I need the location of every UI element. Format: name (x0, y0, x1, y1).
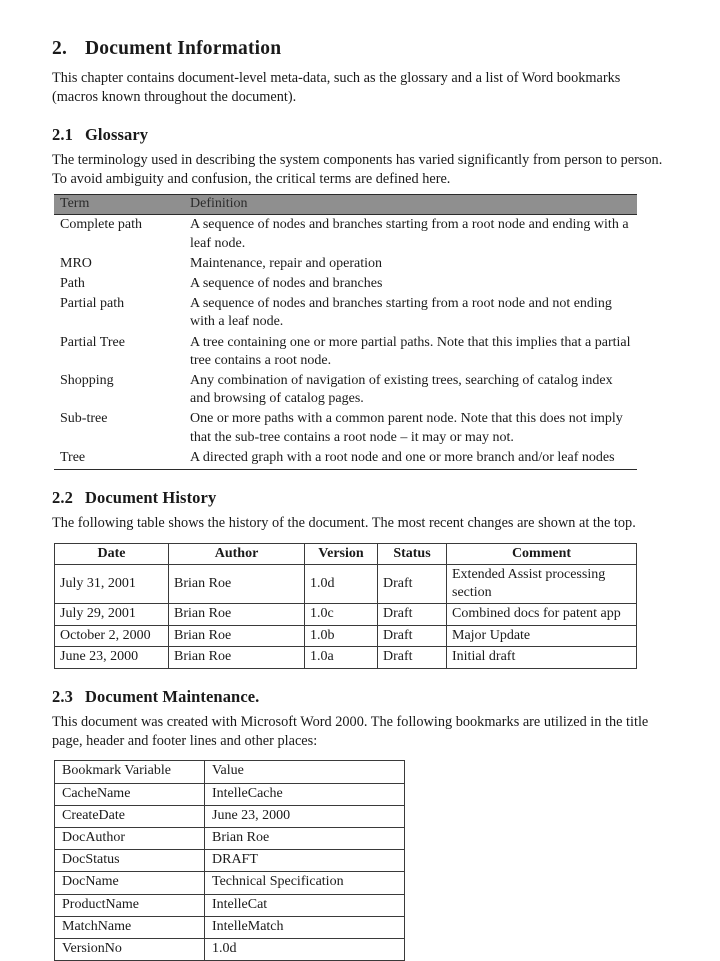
section-title-maintenance: Document Maintenance. (85, 686, 260, 706)
section-heading-glossary (52, 125, 666, 145)
bookmark-value: 1.0d (205, 938, 405, 960)
table-row (55, 938, 405, 960)
bookmark-variable: DocName (55, 872, 205, 894)
bookmark-variable: ProductName (55, 894, 205, 916)
history-header-author: Author (169, 543, 305, 565)
history-status: Draft (378, 604, 447, 626)
table-row (55, 805, 405, 827)
glossary-term: Partial path (60, 296, 125, 312)
table-row (55, 894, 405, 916)
table-row (54, 215, 637, 254)
table-row (55, 872, 405, 894)
glossary-definition: A sequence of nodes and branches starting from a root node and not ending with a leaf node. (190, 296, 612, 330)
bookmark-value: IntelleCache (205, 783, 405, 805)
table-row (55, 783, 405, 805)
glossary-definition: One or more paths with a common parent node. Note that this does not imply that the sub-tree contains a root node – it may or may not. (190, 411, 623, 445)
history-comment: Major Update (447, 625, 637, 647)
history-intro-paragraph: The following table shows the history of the document. The most recent changes are shown at the top. (52, 514, 636, 531)
section-title-glossary: Glossary (85, 124, 149, 144)
section-number-history: 2.2 (52, 487, 73, 507)
bookmark-value: June 23, 2000 (205, 805, 405, 827)
glossary-header-definition: Definition (184, 195, 637, 215)
chapter-number: 2. (52, 38, 68, 59)
glossary-header-term: Term (54, 195, 184, 215)
history-table-header (55, 543, 637, 565)
table-row (55, 850, 405, 872)
document-content (52, 38, 666, 961)
history-date: July 29, 2001 (55, 604, 169, 626)
glossary-definition: Any combination of navigation of existing trees, searching of catalog index and browsing of catalog pages. (190, 372, 613, 407)
glossary-definition: A sequence of nodes and branches starting from a root node and ending with a leaf node. (190, 217, 629, 251)
history-header-version: Version (305, 543, 378, 565)
glossary-term: MRO (60, 255, 92, 271)
history-author: Brian Roe (169, 604, 305, 626)
table-row (55, 828, 405, 850)
glossary-term: Complete path (60, 217, 143, 233)
table-row (55, 916, 405, 938)
table-row (55, 647, 637, 669)
chapter-intro-paragraph: This chapter contains document-level meta-data, such as the glossary and a list of Word bookmarks (macros known throughout the document). (52, 70, 621, 105)
table-row (55, 625, 637, 647)
history-comment: Combined docs for patent app (447, 604, 637, 626)
history-header-date: Date (55, 543, 169, 565)
glossary-term: Shopping (60, 372, 114, 388)
history-status: Draft (378, 565, 447, 604)
table-row (55, 565, 637, 604)
bookmarks-header-value: Value (205, 761, 405, 783)
glossary-intro-paragraph: The terminology used in describing the system components has varied significantly from person to person. To avoid ambiguity and confusion, the critical terms are defined here. (52, 151, 663, 187)
glossary-term: Path (60, 276, 85, 291)
bookmark-value: Brian Roe (205, 828, 405, 850)
glossary-term: Partial Tree (60, 334, 125, 350)
bookmark-variable: DocStatus (55, 850, 205, 872)
history-version: 1.0c (305, 604, 378, 626)
bookmarks-table-body (55, 783, 405, 961)
bookmark-variable: MatchName (55, 916, 205, 938)
section-number-maintenance: 2.3 (52, 686, 73, 706)
history-header-status: Status (378, 543, 447, 565)
history-version: 1.0b (305, 625, 378, 647)
section-title-history: Document History (85, 487, 217, 507)
glossary-definition: A directed graph with a root node and one or more branch and/or leaf nodes (184, 448, 637, 470)
bookmark-value: Technical Specification (205, 872, 405, 894)
bookmarks-table (54, 760, 405, 961)
history-comment: Extended Assist processing section (447, 565, 637, 604)
table-header-row (54, 195, 637, 215)
section-heading-history (52, 488, 666, 508)
table-row (54, 448, 637, 470)
chapter-heading (52, 38, 666, 60)
history-status: Draft (378, 625, 447, 647)
document-history-table (54, 543, 637, 669)
bookmark-value: IntelleMatch (205, 916, 405, 938)
bookmark-variable: VersionNo (55, 938, 205, 960)
bookmark-variable: DocAuthor (55, 828, 205, 850)
table-row (55, 604, 637, 626)
section-heading-maintenance (52, 687, 666, 707)
history-version: 1.0d (305, 565, 378, 604)
table-row (54, 294, 637, 332)
history-date: June 23, 2000 (55, 647, 169, 669)
table-row (54, 274, 637, 294)
bookmark-value: IntelleCat (205, 894, 405, 916)
glossary-definition: A tree containing one or more partial paths. Note that this implies that a partial tree contains a root node. (190, 334, 631, 368)
glossary-definition: Maintenance, repair and operation (190, 255, 383, 271)
history-version: 1.0a (305, 647, 378, 669)
history-author: Brian Roe (169, 565, 305, 604)
glossary-definition: A sequence of nodes and branches (190, 276, 383, 291)
bookmark-variable: CreateDate (55, 805, 205, 827)
table-row (54, 333, 637, 371)
history-author: Brian Roe (169, 625, 305, 647)
glossary-table-header (54, 195, 637, 215)
glossary-table (54, 194, 637, 469)
bookmark-variable: CacheName (55, 783, 205, 805)
history-header-comment: Comment (447, 543, 637, 565)
glossary-table-body (54, 215, 637, 469)
table-header-row (55, 543, 637, 565)
chapter-title: Document Information (85, 38, 282, 59)
table-row (54, 409, 637, 447)
table-header-row (55, 761, 405, 783)
maintenance-intro-paragraph: This document was created with Microsoft Word 2000. The following bookmarks are utilized in the title page, header and footer lines and other places: (52, 713, 649, 749)
table-row (54, 254, 637, 274)
bookmarks-header-variable: Bookmark Variable (55, 761, 205, 783)
bookmark-value: DRAFT (205, 850, 405, 872)
history-date: July 31, 2001 (55, 565, 169, 604)
section-number-glossary: 2.1 (52, 124, 73, 144)
history-author: Brian Roe (169, 647, 305, 669)
table-row (54, 371, 637, 409)
glossary-term: Sub-tree (60, 411, 108, 427)
history-date: October 2, 2000 (55, 625, 169, 647)
history-table-body (55, 565, 637, 669)
history-comment: Initial draft (447, 647, 637, 669)
history-status: Draft (378, 647, 447, 669)
glossary-term: Tree (54, 448, 184, 470)
bookmarks-table-header (55, 761, 405, 783)
